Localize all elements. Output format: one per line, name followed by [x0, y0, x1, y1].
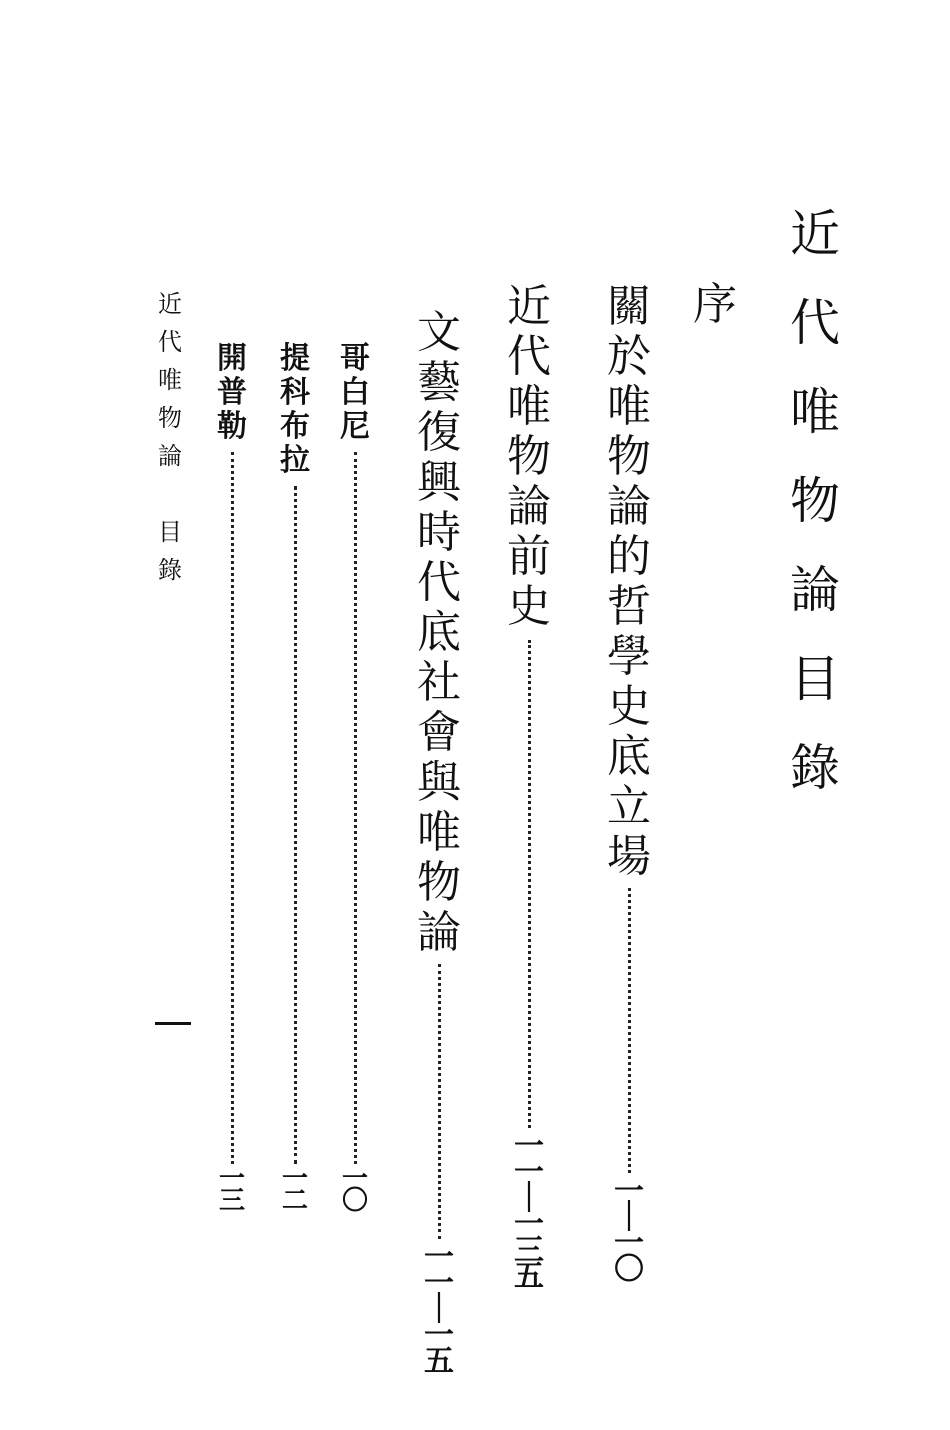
toc-entry-copernicus[interactable] [333, 341, 377, 1216]
entry-char: 藝 [417, 357, 461, 408]
entry-char: 會 [417, 707, 461, 758]
entry-char: 論 [607, 481, 651, 532]
entry-char: 興 [417, 457, 461, 508]
entry-char: 白 [340, 375, 370, 410]
entry-char: 物 [507, 431, 551, 482]
toc-entry-title [340, 342, 370, 444]
entry-char: 唯 [607, 381, 651, 432]
toc-entry-tycho-brahe[interactable] [273, 341, 317, 1216]
toc-entry-title [693, 280, 737, 330]
entry-char: 勒 [217, 409, 247, 444]
entry-char: 普 [217, 375, 247, 410]
entry-char: 序 [693, 279, 737, 330]
entry-char: 物 [607, 431, 651, 482]
leader-dots [294, 486, 297, 1164]
toc-entry-renaissance[interactable] [408, 307, 470, 1379]
entry-char: 拉 [280, 443, 310, 478]
title-char: 論 [790, 561, 840, 619]
toc-entry-kepler[interactable] [210, 341, 254, 1216]
entry-char: 於 [607, 331, 651, 382]
page-char: 一 [514, 1207, 544, 1242]
entry-char: 哥 [340, 341, 370, 376]
page-char: 一 [614, 1174, 644, 1209]
toc-entry-title [280, 342, 310, 478]
entry-char: 代 [417, 557, 461, 608]
title-char: 錄 [790, 739, 840, 797]
toc-entry-page [614, 1174, 644, 1287]
running-head-char: 唯 [158, 366, 182, 394]
page-char: ｜ [614, 1200, 644, 1235]
entry-char: 底 [607, 731, 651, 782]
running-head-char: 近 [158, 290, 182, 318]
entry-char: 唯 [507, 381, 551, 432]
entry-char: 場 [607, 831, 651, 882]
toc-entry-page [424, 1240, 454, 1379]
entry-char: 時 [417, 507, 461, 558]
entry-char: 布 [280, 409, 310, 444]
running-head-char: 代 [158, 328, 182, 356]
entry-char: 唯 [417, 807, 461, 858]
page-title-text [790, 190, 840, 813]
toc-entry-page [341, 1164, 368, 1216]
running-head-char: 錄 [158, 556, 182, 584]
title-char: 目 [790, 650, 840, 708]
page-char: 一 [514, 1155, 544, 1190]
running-head-char: 目 [158, 518, 182, 546]
page-char: 三 [514, 1233, 544, 1268]
page-char: 一 [614, 1226, 644, 1261]
folio [155, 1022, 191, 1025]
entry-char: 關 [607, 281, 651, 332]
title-char: 物 [790, 472, 840, 530]
entry-char: 底 [417, 607, 461, 658]
entry-char: 尼 [340, 409, 370, 444]
leader-dots [528, 640, 531, 1128]
toc-entry-prehistory[interactable] [498, 281, 560, 1294]
page-char: 一 [281, 1164, 308, 1194]
page-char: ｜ [424, 1292, 454, 1327]
page-char: 一 [424, 1266, 454, 1301]
entry-char: 代 [507, 331, 551, 382]
running-head-text [158, 285, 182, 589]
entry-char: 的 [607, 531, 651, 582]
toc-entry-philosophy-position[interactable] [598, 281, 660, 1287]
page-char: 三 [218, 1186, 245, 1216]
page-char: ｜ [514, 1181, 544, 1216]
toc-entry-title [507, 282, 551, 632]
entry-char: 物 [417, 857, 461, 908]
entry-char: 論 [507, 481, 551, 532]
page-title [780, 190, 850, 813]
leader-dots [354, 452, 357, 1164]
toc-entry-title [607, 282, 651, 882]
page-char: 〇 [614, 1252, 644, 1287]
entry-char: 復 [417, 407, 461, 458]
entry-char: 前 [507, 531, 551, 582]
entry-char: 史 [507, 581, 551, 632]
toc-entry-title [417, 308, 461, 958]
entry-char: 史 [607, 681, 651, 732]
leader-dots [231, 452, 234, 1164]
toc-entry-page [281, 1164, 308, 1216]
entry-char: 學 [607, 631, 651, 682]
leader-dots [628, 888, 631, 1173]
toc-entry-title [217, 342, 247, 444]
title-char: 唯 [790, 383, 840, 441]
entry-char: 文 [417, 307, 461, 358]
page-char: 五 [514, 1259, 544, 1294]
title-char: 代 [790, 294, 840, 352]
page-char: 一 [424, 1318, 454, 1353]
entry-char: 提 [280, 341, 310, 376]
entry-char: 近 [507, 281, 551, 332]
running-head [150, 285, 190, 589]
entry-char: 與 [417, 757, 461, 808]
entry-char: 立 [607, 781, 651, 832]
running-head-char: 物 [158, 404, 182, 432]
entry-char: 開 [217, 341, 247, 376]
running-head-char [158, 475, 182, 513]
entry-char: 社 [417, 657, 461, 708]
running-head-char: 論 [158, 442, 182, 470]
entry-char: 論 [417, 907, 461, 958]
page-char: 二 [281, 1186, 308, 1216]
page-char: 一 [218, 1164, 245, 1194]
toc-entry-page [514, 1129, 544, 1294]
page-char: 一 [424, 1240, 454, 1275]
leader-dots [438, 964, 441, 1239]
page-char: 〇 [341, 1186, 368, 1216]
title-char: 近 [790, 205, 840, 263]
page-char: 一 [514, 1129, 544, 1164]
page-char: 五 [424, 1344, 454, 1379]
entry-char: 哲 [607, 581, 651, 632]
toc-entry-preface[interactable] [685, 280, 745, 330]
page-char: 一 [341, 1164, 368, 1194]
entry-char: 科 [280, 375, 310, 410]
toc-entry-page [218, 1164, 245, 1216]
